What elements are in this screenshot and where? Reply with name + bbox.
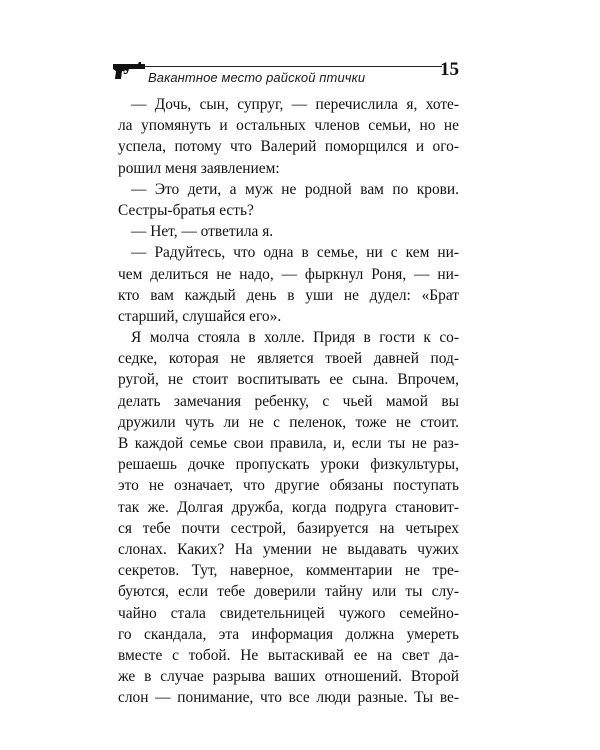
text-line: седке, которая не является твоей давней под- <box>118 350 459 368</box>
text-line: делать замечания ребенку, с чьей мамой вы <box>118 392 459 410</box>
text-line: успела, потому что Валерий поморщился и ого- <box>118 138 459 156</box>
text-line: — Радуйтесь, что одна в семье, ни с кем ни- <box>131 244 459 262</box>
text-line: так же. Долгая дружба, когда подруга становит- <box>118 498 459 516</box>
text-line: секретов. Тут, наверное, комментарии не тре- <box>118 562 459 580</box>
text-line: кто вам каждый день в уши не дудел: «Брат <box>118 286 459 304</box>
text-line: Я молча стояла в холле. Придя в гости к со- <box>131 329 459 347</box>
text-line: ла упомянуть и остальных членов семьи, но не <box>118 117 459 135</box>
text-line: это не означает, что другие обязаны поступать <box>118 477 459 495</box>
text-line: — Дочь, сын, супруг, — перечислила я, хоте- <box>131 96 459 113</box>
page-number: 15 <box>440 59 459 80</box>
text-line: Сестры-братья есть? <box>118 201 254 219</box>
text-line: слон — понимание, что все люди разные. Ты ве- <box>118 689 459 707</box>
text-line: вместе с тобой. Не вытаскивай ее на свет да- <box>118 646 459 664</box>
text-line: ся тебе почти сестрой, базируется на четырех <box>118 519 459 537</box>
text-line: — Нет, — ответила я. <box>131 223 274 241</box>
running-title: Вакантное место райской птички <box>148 70 366 85</box>
text-line: чем делиться не надо, — фыркнул Роня, — ни- <box>118 265 459 283</box>
text-line: же в случае разрыва ваших отношений. Второй <box>118 668 459 686</box>
text-line: рошил меня заявлением: <box>118 159 280 177</box>
text-line: го скандала, эта информация должна умереть <box>118 625 459 643</box>
text-line: ругой, не стоит воспитывать ее сына. Впрочем, <box>118 371 459 389</box>
text-line: старший, слушайся его». <box>118 307 282 325</box>
text-line: решаешь дочке пропускать уроки физкультуры, <box>118 456 459 474</box>
running-header <box>112 58 462 92</box>
header-rule <box>142 66 442 67</box>
text-line: чайно стала свидетельницей чужого семейно- <box>118 604 459 622</box>
text-line: дружили чуть ли не с пеленок, тоже не стоит. <box>118 413 459 431</box>
text-line: — Это дети, а муж не родной вам по крови. <box>131 180 459 198</box>
text-line: буются, если тебе доверили тайну или ты слу- <box>118 583 459 601</box>
revolver-icon <box>112 60 146 80</box>
text-line: В каждой семье свои правила, и, если ты не раз- <box>118 435 459 452</box>
text-line: слонах. Каких? На умении не выдавать чужих <box>118 540 459 558</box>
body-text <box>118 94 459 708</box>
